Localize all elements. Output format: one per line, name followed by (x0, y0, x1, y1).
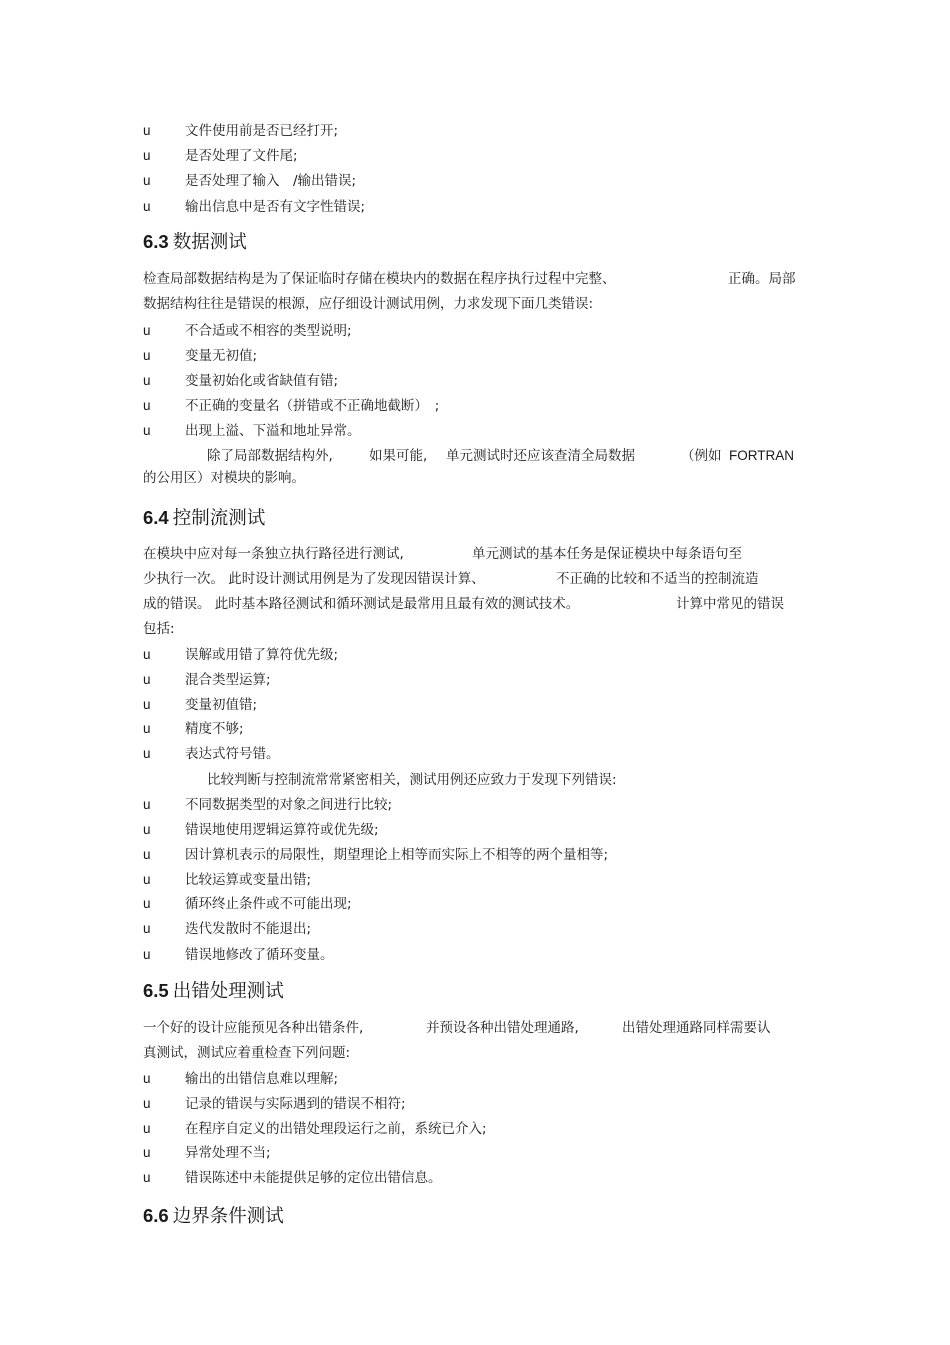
list-bullet: u (143, 847, 151, 862)
paragraph-line (143, 1018, 823, 1038)
list-bullet: u (143, 199, 151, 214)
section-number: 6.6 (143, 1205, 169, 1226)
list-item: 变量初始化或省缺值有错; (185, 373, 339, 389)
list-bullet: u (143, 672, 151, 687)
text-segment: 出错处理通路同样需要认 (622, 1020, 771, 1036)
list-item: 因计算机表示的局限性，期望理论上相等而实际上不相等的两个量相等; (185, 847, 609, 863)
list-item: 比较运算或变量出错; (185, 872, 312, 888)
list-item: 是否处理了文件尾; (185, 148, 298, 164)
section-heading-6-3 (143, 229, 247, 256)
list-item: 在程序自定义的出错处理段运行之前，系统已介入; (185, 1121, 487, 1137)
list-bullet: u (143, 173, 151, 188)
list-bullet: u (143, 721, 151, 736)
list-bullet: u (143, 423, 151, 438)
list-bullet: u (143, 373, 151, 388)
list-bullet: u (143, 822, 151, 837)
list-bullet: u (143, 323, 151, 338)
text-segment: 除了局部数据结构外, (207, 448, 333, 464)
text-segment: 单元测试时还应该查清全局数据 (446, 448, 635, 464)
text-segment: FORTRAN (729, 448, 795, 463)
paragraph-line: 的公用区）对模块的影响。 (143, 470, 305, 486)
list-bullet: u (143, 123, 151, 138)
paragraph-line (143, 544, 823, 564)
list-bullet: u (143, 398, 151, 413)
section-heading-6-5 (143, 978, 284, 1005)
list-item: 变量无初值; (185, 348, 258, 364)
list-item: 是否处理了输入 /输出错误; (185, 173, 357, 189)
list-item: 不合适或不相容的类型说明; (185, 323, 352, 339)
text-segment: 如果可能, (369, 448, 428, 464)
list-item: 异常处理不当; (185, 1145, 271, 1161)
list-item: 输出信息中是否有文字性错误; (185, 199, 366, 215)
list-bullet: u (143, 647, 151, 662)
list-bullet: u (143, 896, 151, 911)
list-item: 错误陈述中未能提供足够的定位出错信息。 (185, 1170, 442, 1186)
section-number: 6.3 (143, 231, 169, 252)
text-segment: 成的错误。 此时基本路径测试和循环测试是最常用且最有效的测试技术。 (143, 596, 580, 612)
list-item: 记录的错误与实际遇到的错误不相符; (185, 1096, 406, 1112)
text-segment: 检查局部数据结构是为了保证临时存储在模块内的数据在程序执行过程中完整、 (143, 271, 616, 287)
list-item: 表达式符号错。 (185, 746, 280, 762)
list-bullet: u (143, 148, 151, 163)
list-bullet: u (143, 1071, 151, 1086)
text-segment: 计算中常见的错误 (676, 596, 784, 612)
paragraph-line: 真测试，测试应着重检查下列问题: (143, 1045, 351, 1061)
section-heading-6-4 (143, 505, 265, 532)
section-number: 6.4 (143, 507, 169, 528)
section-title: 控制流测试 (172, 508, 266, 529)
list-bullet: u (143, 947, 151, 962)
section-number: 6.5 (143, 980, 169, 1001)
list-item: 错误地使用逻辑运算符或优先级; (185, 822, 379, 838)
text-segment: 单元测试的基本任务是保证模块中每条语句至 (472, 546, 742, 562)
list-bullet: u (143, 1145, 151, 1160)
list-bullet: u (143, 1170, 151, 1185)
list-item: 精度不够; (185, 721, 244, 737)
text-segment: 不正确的比较和不适当的控制流造 (556, 571, 759, 587)
paragraph-line: 包括: (143, 621, 175, 637)
list-item: 不正确的变量名（拼错或不正确地截断） ; (185, 398, 440, 414)
section-title: 边界条件测试 (172, 1206, 284, 1227)
list-bullet: u (143, 872, 151, 887)
list-item: 变量初值错; (185, 697, 258, 713)
section-heading-6-6 (143, 1203, 284, 1230)
list-bullet: u (143, 348, 151, 363)
list-item: 混合类型运算; (185, 672, 271, 688)
paragraph-line: 比较判断与控制流常常紧密相关，测试用例还应致力于发现下列错误: (207, 772, 617, 788)
text-segment: 并预设各种出错处理通路, (426, 1020, 579, 1036)
section-title: 出错处理测试 (172, 981, 284, 1002)
list-item: 误解或用错了算符优先级; (185, 647, 339, 663)
text-segment: 在模块中应对每一条独立执行路径进行测试, (143, 546, 404, 562)
list-bullet: u (143, 921, 151, 936)
text-segment: 少执行一次。 此时设计测试用例是为了发现因错误计算、 (143, 571, 485, 587)
list-item: 错误地修改了循环变量。 (185, 947, 334, 963)
list-item: 不同数据类型的对象之间进行比较; (185, 797, 393, 813)
text-segment: 一个好的设计应能预见各种出错条件, (143, 1020, 364, 1036)
list-item: 文件使用前是否已经打开; (185, 123, 339, 139)
list-bullet: u (143, 697, 151, 712)
paragraph-line (143, 569, 823, 589)
list-item: 出现上溢、下溢和地址异常。 (185, 423, 361, 439)
list-item: 迭代发散时不能退出; (185, 921, 312, 937)
list-item: 输出的出错信息难以理解; (185, 1071, 339, 1087)
paragraph-line: 数据结构往往是错误的根源，应仔细设计测试用例，力求发现下面几类错误: (143, 296, 594, 312)
list-item: 循环终止条件或不可能出现; (185, 896, 352, 912)
paragraph-line (143, 446, 823, 466)
list-bullet: u (143, 746, 151, 761)
list-bullet: u (143, 1121, 151, 1136)
list-bullet: u (143, 797, 151, 812)
list-bullet: u (143, 1096, 151, 1111)
text-segment: （例如 (681, 448, 722, 464)
section-title: 数据测试 (172, 232, 247, 253)
paragraph-line (143, 594, 823, 614)
text-segment: 正确。局部 (728, 271, 796, 287)
